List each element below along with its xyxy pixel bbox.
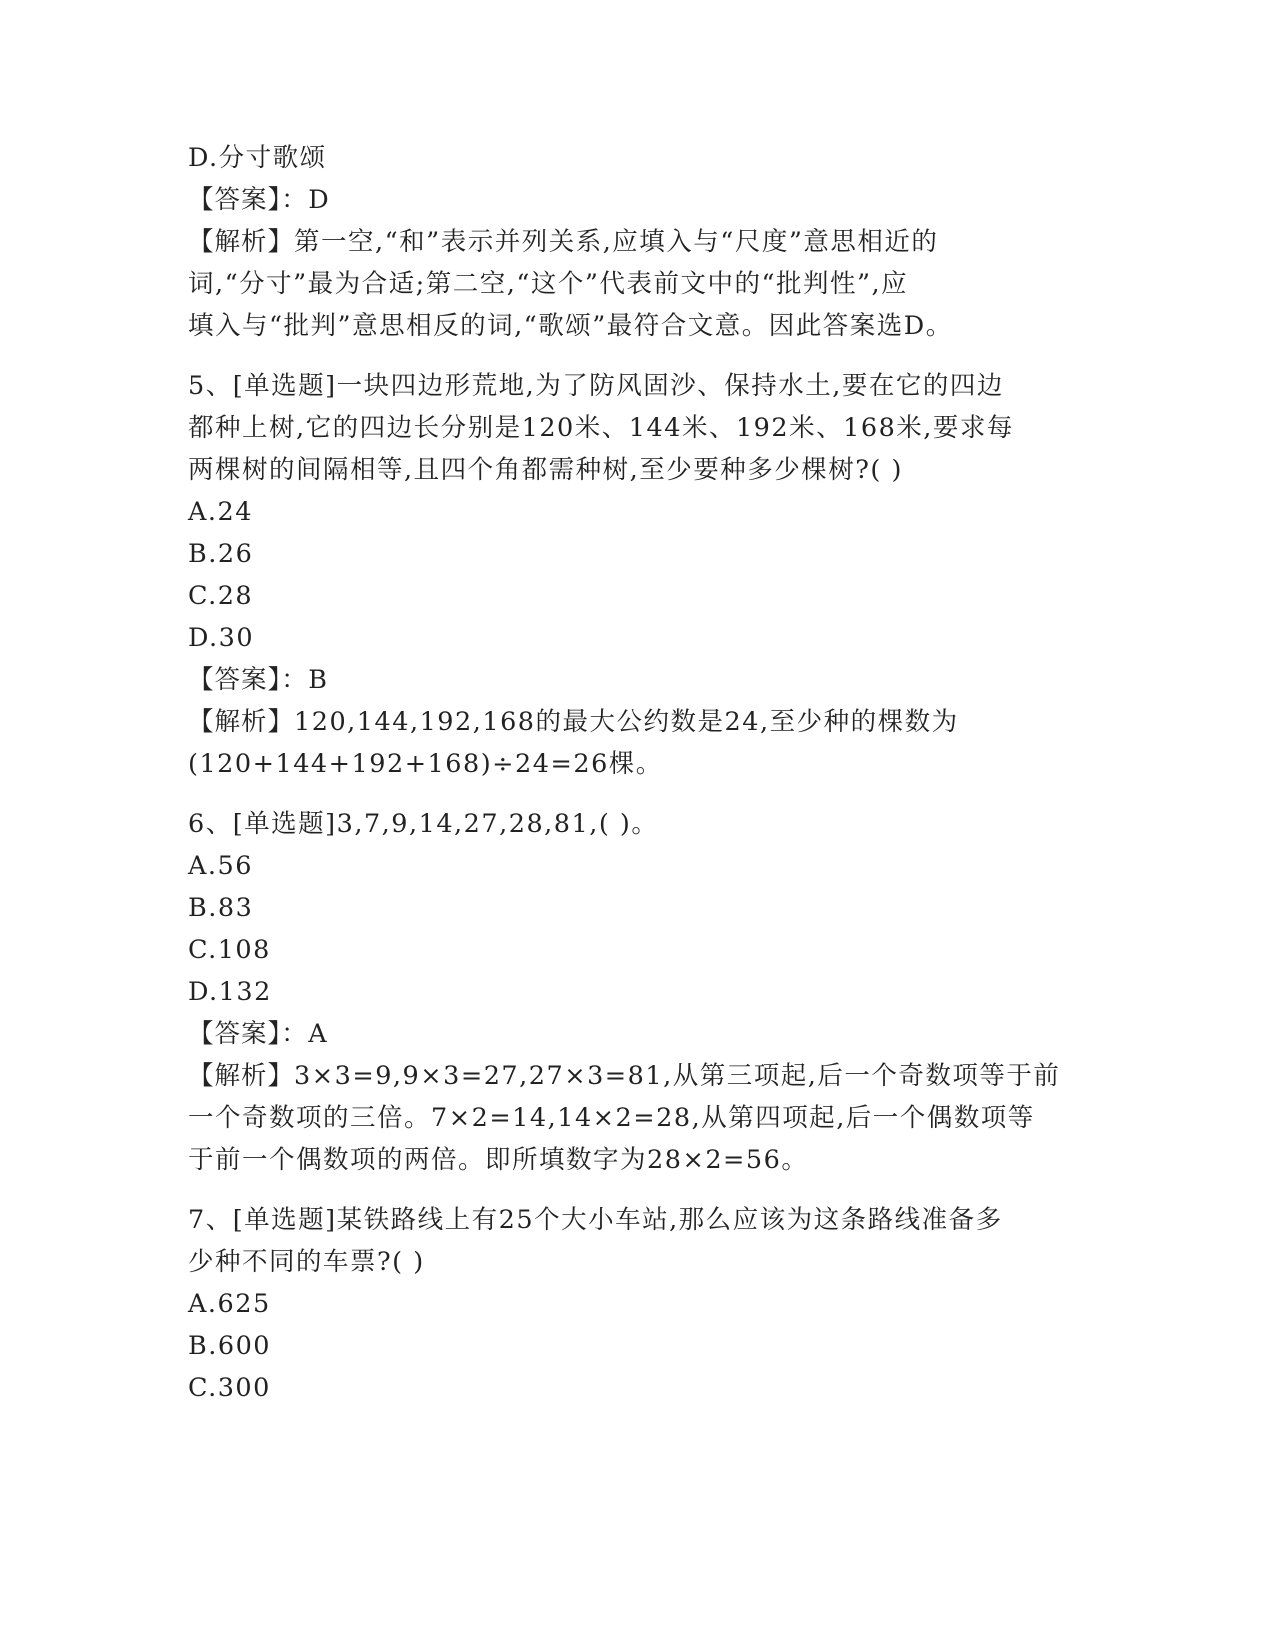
answer-value: ：B — [281, 665, 329, 695]
q6-analysis-line-3: 于前一个偶数项的两倍。即所填数字为28×2=56。 — [188, 1145, 809, 1175]
q4-analysis-line-2: 词,“分寸”最为合适;第二空,“这个”代表前文中的“批判性”,应 — [188, 269, 909, 299]
q7-option-b: B.600 — [188, 1331, 272, 1361]
analysis-tag: 【解析】 — [188, 227, 295, 257]
q5-stem-line-1: 5、[单选题]一块四边形荒地,为了防风固沙、保持水土,要在它的四边 — [188, 371, 1004, 401]
q7-option-c: C.300 — [188, 1373, 271, 1403]
q4-analysis-line-3: 填入与“批判”意思相反的词,“歌颂”最符合文意。因此答案选D。 — [188, 311, 953, 341]
q5-analysis-line-2: (120+144+192+168)÷24=26棵。 — [188, 749, 663, 779]
analysis-text: 第一空,“和”表示并列关系,应填入与“尺度”意思相近的 — [294, 227, 939, 257]
q6-stem-line-1: 6、[单选题]3,7,9,14,27,28,81,( )。 — [188, 809, 659, 839]
q5-option-d: D.30 — [188, 623, 255, 653]
q7-stem-line-1: 7、[单选题]某铁路线上有25个大小车站,那么应该为这条路线准备多 — [188, 1205, 1003, 1235]
q5-option-b: B.26 — [188, 539, 254, 569]
q6-option-a: A.56 — [188, 851, 253, 881]
q6-answer — [188, 1014, 328, 1054]
q5-option-a: A.24 — [188, 497, 253, 527]
answer-tag: 【答案】 — [188, 1019, 282, 1049]
q6-option-c: C.108 — [188, 935, 271, 965]
q6-analysis-line-2: 一个奇数项的三倍。7×2=14,14×2=28,从第四项起,后一个偶数项等 — [188, 1103, 1035, 1133]
q7-option-a: A.625 — [188, 1289, 271, 1319]
q5-analysis-line-1 — [188, 702, 959, 742]
q4-option-d: D.分寸歌颂 — [188, 143, 327, 173]
analysis-text: 120,144,192,168的最大公约数是24,至少种的棵数为 — [294, 707, 959, 737]
q6-option-b: B.83 — [188, 893, 254, 923]
q6-analysis-line-1 — [188, 1056, 1060, 1096]
answer-tag: 【答案】 — [188, 185, 282, 215]
q4-answer — [188, 180, 330, 220]
answer-value: ：D — [281, 185, 331, 215]
analysis-text: 3×3=9,9×3=27,27×3=81,从第三项起,后一个奇数项等于前 — [294, 1061, 1061, 1091]
q6-option-d: D.132 — [188, 977, 272, 1007]
q5-option-c: C.28 — [188, 581, 254, 611]
q5-answer — [188, 660, 329, 700]
q7-stem-line-2: 少种不同的车票?( ) — [188, 1247, 425, 1277]
q5-stem-line-2: 都种上树,它的四边长分别是120米、144米、192米、168米,要求每 — [188, 413, 1014, 443]
q4-analysis-line-1 — [188, 222, 938, 262]
q5-stem-line-3: 两棵树的间隔相等,且四个角都需种树,至少要种多少棵树?( ) — [188, 455, 903, 485]
analysis-tag: 【解析】 — [188, 1061, 295, 1091]
answer-value: ：A — [281, 1019, 329, 1049]
analysis-tag: 【解析】 — [188, 707, 295, 737]
answer-tag: 【答案】 — [188, 665, 282, 695]
